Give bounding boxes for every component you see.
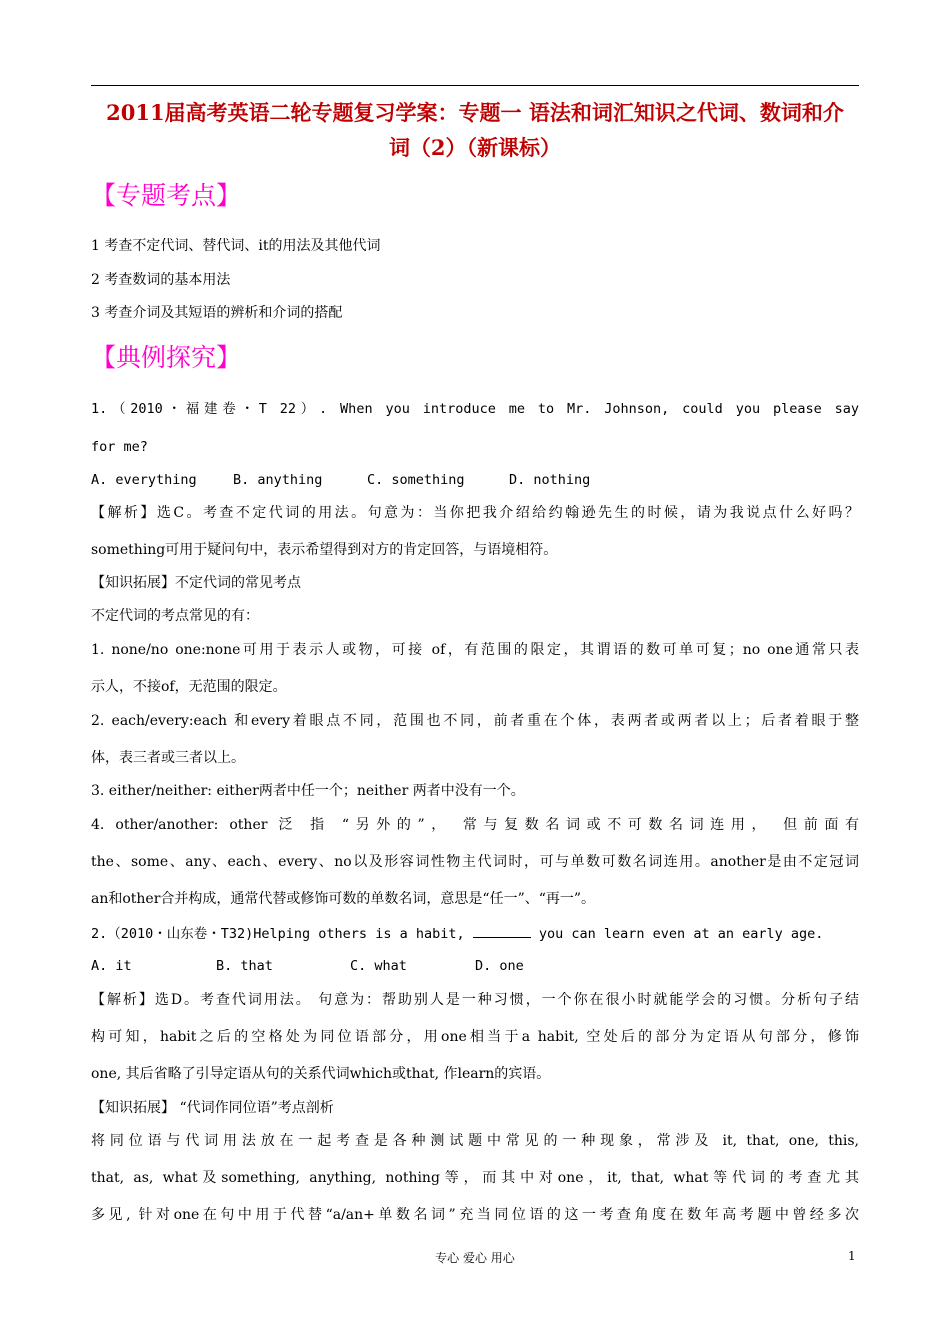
q1-extension-intro: 不定代词的考点常见的有： (91, 608, 259, 624)
doc-title-line1: 2011届高考英语二轮专题复习学案：专题一 语法和词汇知识之代词、数词和介 (106, 100, 844, 125)
q1-extension-line: 1. none/no one:none可用于表示人或物，可接 of，有范围的限定，其谓语的数可单可复；no one通常只表 (91, 642, 859, 658)
q1-stem-line1: 1.（2010・福建卷・T 22）. When you introduce me to Mr. Johnson, could you please say (91, 401, 859, 417)
page-footer: 专心 爱心 用心 (435, 1251, 515, 1265)
q1-analysis-line1: 【解析】选C。考查不定代词的用法。句意为：当你把我介绍给约翰逊先生的时候，请为我说点什么好吗？ (91, 505, 859, 521)
topic-point-1: 1 考查不定代词、替代词、it的用法及其他代词 (91, 238, 381, 254)
doc-title-line2: 词（2）（新课标） (388, 135, 562, 160)
q1-extension-line: 4. other/another: other 泛 指 “另外的”， 常与复数名词或不可数名词连用， 但前面有 (91, 817, 859, 833)
topic-point-2: 2 考查数词的基本用法 (91, 272, 231, 288)
q2-stem-after: you can learn even at an early age. (538, 926, 824, 942)
q1-options (91, 470, 859, 490)
q2-extension-title: 【知识拓展】 “代词作同位语”考点剖析 (91, 1100, 334, 1116)
q2-extension-line: that, as, what及something, anything, nothing等，而其中对one，it, that, what等代词的考查尤其 (91, 1170, 859, 1186)
q1-option-d: D. nothing (509, 472, 591, 488)
topic-point-3: 3 考查介词及其短语的辨析和介词的搭配 (91, 305, 343, 321)
q1-extension-line: an和other合并构成，通常代替或修饰可数的单数名词，意思是“任一”、“再一”。 (91, 891, 596, 907)
q1-extension-title: 【知识拓展】不定代词的常见考点 (91, 575, 301, 591)
q1-option-b: B. anything (233, 472, 323, 488)
q1-extension-line: the、some、any、each、every、no以及形容词性物主代词时，可与单数可数名词连用。another是由不定冠词 (91, 854, 859, 870)
q2-option-d: D. one (475, 958, 524, 974)
q2-stem-before: 2.（2010・山东卷・T32)Helping others is a habit, (91, 926, 465, 942)
q2-analysis-line: 【解析】选D。考查代词用法。 句意为：帮助别人是一种习惯，一个你在很小时就能学会的习惯。分析句子结 (91, 992, 859, 1008)
page-number: 1 (848, 1249, 856, 1263)
q2-option-b: B. that (216, 958, 273, 974)
section-heading-examples: 【典例探究】 (91, 343, 242, 372)
q1-stem-line2: for me? (91, 439, 148, 455)
q1-option-a: A. everything (91, 472, 197, 488)
section-heading-topics: 【专题考点】 (91, 181, 242, 210)
q2-option-a: A. it (91, 958, 132, 974)
q1-analysis-line2: something可用于疑问句中，表示希望得到对方的肯定回答，与语境相符。 (91, 542, 558, 558)
q1-extension-line: 示人，不接of，无范围的限定。 (91, 679, 287, 695)
q2-analysis-line: 构可知，habit之后的空格处为同位语部分，用one相当于a habit, 空处后的部分为定语从句部分，修饰 (91, 1029, 859, 1045)
header-rule (91, 85, 859, 86)
q2-extension-line: 将同位语与代词用法放在一起考查是各种测试题中常见的一种现象，常涉及 it, that, one, this, (91, 1133, 859, 1149)
q2-option-c: C. what (350, 958, 407, 974)
q1-option-c: C. something (367, 472, 465, 488)
q1-extension-line: 体，表三者或三者以上。 (91, 750, 245, 766)
q1-extension-line: 3. either/neither: either两者中任一个；neither 两者中没有一个。 (91, 783, 525, 799)
q2-stem (91, 923, 859, 944)
q2-answer-blank (473, 923, 531, 938)
q2-extension-line: 多见, 针对one在句中用于代替“a/an+单数名词”充当同位语的这一考查角度在数年高考题中曾经多次 (91, 1207, 859, 1223)
q2-options (91, 956, 859, 976)
q2-analysis-line: one, 其后省略了引导定语从句的关系代词which或that, 作learn的宾语。 (91, 1066, 551, 1082)
q1-extension-line: 2. each/every:each 和every着眼点不同，范围也不同，前者重在个体，表两者或两者以上；后者着眼于整 (91, 713, 859, 729)
